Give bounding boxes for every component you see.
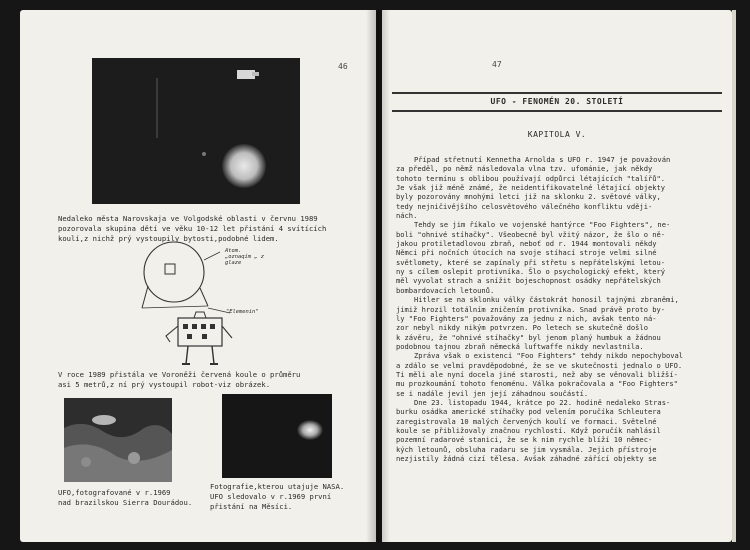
text-line: Zpráva však o existenci "Foo Fighters" tehdy nikdo nepochyboval bbox=[414, 351, 684, 361]
ufo-photo-sierra-dourada bbox=[64, 398, 172, 482]
ufo-photo-nasa bbox=[222, 394, 332, 478]
caption-sierra-dourada-line: nad brazilskou Sierra Dourádou. bbox=[58, 498, 193, 508]
text-line: bombardovacích letounů. bbox=[396, 285, 495, 295]
text-line: Případ střetnutí Kennetha Arnolda s UFO r. 1947 je považován bbox=[414, 155, 671, 164]
left-page bbox=[20, 10, 376, 542]
text-line: pozemní radarové stanici, že se k nim rychle blíží 10 němec- bbox=[396, 435, 653, 445]
title-rule-top bbox=[392, 92, 722, 94]
text-line: mu prozkoumání tohoto fenoménu. Válka pokračovala a "Foo Fighters" bbox=[396, 379, 678, 389]
caption-sierra-dourada bbox=[58, 488, 192, 508]
text-line: koule se přibližovaly značnou rychlostí. Když poručík nahlásil bbox=[396, 425, 661, 435]
text-line: Ti měli ale nyní docela jiné starosti, než aby se věnovali bližší- bbox=[396, 369, 678, 379]
ufo-photo-sierra-dourada-graphic bbox=[64, 398, 172, 482]
caption-narovskaja-line: pozorovala skupina dětí ve věku 10-12 let přistání 4 svítících bbox=[58, 224, 327, 234]
text-line: zaregistrovala 10 malých červených koulí ve formaci. Světelné bbox=[396, 416, 657, 426]
text-line: k závěru, že "ohnivé stíhačky" byl jenom planý humbuk a žádnou bbox=[396, 332, 661, 342]
ufo-photo-nasa-graphic bbox=[222, 394, 332, 478]
text-line: ny s cílem oslepit protivníka. Šlo o psychologický efekt, který bbox=[396, 267, 666, 277]
caption-nasa-line: UFO sledovalo v r.1969 první bbox=[210, 492, 332, 502]
caption-narovskaja-line: koulí,z nichž prý vystoupily bytosti,podobné lidem. bbox=[58, 234, 279, 244]
drawing-label-bottom: "Elemenin" bbox=[226, 309, 259, 315]
text-line: ly "Foo Fighters" považovány za jednu z nich, avšak tento ná- bbox=[396, 313, 657, 323]
book-gutter-shadow bbox=[366, 10, 390, 542]
page-number-left: 46 bbox=[338, 62, 348, 71]
text-line: Hitler se na sklonku války částokrát honosil tajnými zbraněmi, bbox=[414, 295, 679, 305]
caption-voronez-line: V roce 1989 přistála ve Voroněži červená koule o průměru bbox=[58, 370, 301, 379]
caption-voronez bbox=[58, 370, 300, 390]
chapter-title: UFO - FENOMÉN 20. STOLETÍ bbox=[490, 97, 624, 106]
caption-nasa bbox=[210, 482, 344, 513]
drawing-label-top: Atom. „oznaqím „ z glaze bbox=[225, 248, 264, 266]
page-number-right: 47 bbox=[492, 60, 502, 69]
text-line: světlomety, které se zapínaly při střetu s nepřátelskými letou- bbox=[396, 257, 666, 267]
title-rule-bottom bbox=[392, 110, 722, 112]
text-line: Dne 23. listopadu 1944, krátce po 22. hodině nedaleko Stras- bbox=[414, 397, 671, 407]
text-line: jakou protiletadlovou zbraň, neboť od r. 1944 montovali někdy bbox=[396, 239, 657, 249]
text-line: nách. bbox=[396, 211, 418, 221]
chapter-heading: KAPITOLA V. bbox=[527, 130, 587, 139]
text-line: tedy nejničivějšího celosvětového válečného konfliktu vději- bbox=[396, 201, 653, 211]
text-line: Němci při nočních útocích na svoje stíhací stroje velmi silné bbox=[396, 248, 657, 258]
text-line: za předěl, po němž následovala vlna tzv. ufománie, jak někdy bbox=[396, 164, 653, 174]
text-line: boli "ohnivé stíhačky". Všeobecně byl vžitý názor, že šlo o ně- bbox=[396, 229, 666, 239]
text-line: Tehdy se jim říkalo ve vojenské hantýrce "Foo Fighters", ne- bbox=[414, 220, 671, 230]
body-text bbox=[396, 155, 722, 463]
text-line: měl vyvolat strach a snížit bojeschopnost osádky nepřátelských bbox=[396, 276, 661, 286]
text-line: se i nadále jevil jen její záhadnou součástí. bbox=[396, 388, 589, 398]
text-line: jimiž hrozil totálním zničením protivníka. Snad právě proto by- bbox=[396, 304, 666, 314]
caption-sierra-dourada-line: UFO,fotografované v r.1969 bbox=[58, 488, 171, 497]
text-line: a zdálo se velmi pravděpodobné, že se ve skutečnosti jednalo o UFO. bbox=[396, 360, 683, 370]
text-line: zor nebyl nikdy nikým potvrzen. Po letech se skutečně došlo bbox=[396, 323, 648, 333]
text-line: tohoto termínu s oblibou používají odpůrci létajících "talířů". bbox=[396, 173, 666, 183]
text-line: kých letounů, obsluha radaru se jim vysmála. Jejich přístroje bbox=[396, 444, 657, 454]
caption-nasa-line: přistání na Měsíci. bbox=[210, 502, 293, 512]
page-edge-right bbox=[732, 10, 736, 542]
ufo-photo-night-sky-graphic bbox=[92, 58, 300, 204]
text-line: Je však již méně známé, že neidentifikovatelné létající objekty bbox=[396, 183, 666, 193]
caption-narovskaja-line: Nedaleko města Narovskaja ve Volgodské oblasti v červnu 1989 bbox=[58, 214, 318, 223]
text-line: podobnou tajnou zbraň německá luftwaffe nikdy nevlastnila. bbox=[396, 341, 644, 351]
ufo-photo-night-sky bbox=[92, 58, 300, 204]
text-line: byly pozorovány mnohými letci již na sklonku 2. světové války, bbox=[396, 192, 661, 202]
text-line: nezjistily žádná cizí tělesa. Avšak záhadné zářící objekty se bbox=[396, 454, 657, 463]
right-page bbox=[382, 10, 732, 542]
caption-voronez-line: asi 5 metrů,z ní prý vystoupil robot-viz obrázek. bbox=[58, 380, 271, 390]
text-line: burku osádka americké stíhačky pod velením poručíka Schleutera bbox=[396, 407, 661, 417]
caption-nasa-line: Fotografie,kterou utajuje NASA. bbox=[210, 482, 345, 491]
